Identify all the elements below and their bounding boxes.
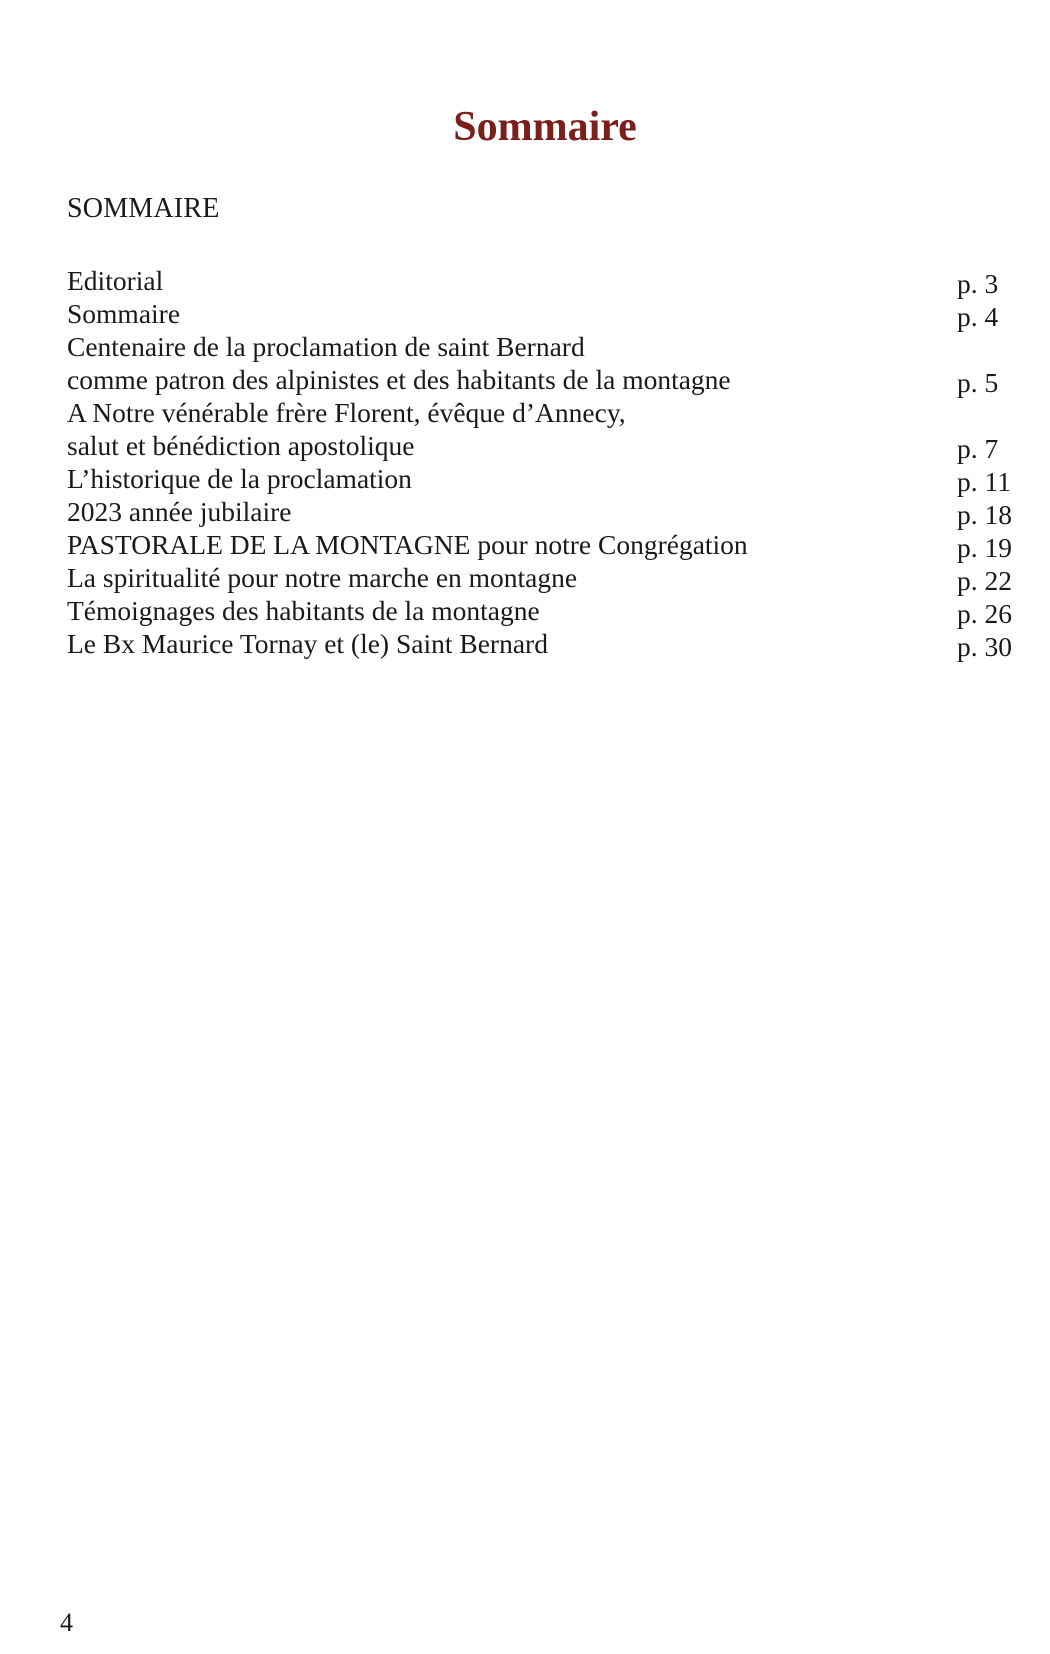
toc-entry-title [67, 297, 180, 330]
toc-entry-title-line: comme patron des alpinistes et des habitants de la montagne [67, 364, 731, 395]
page-number: 4 [60, 1608, 73, 1637]
toc-entry-title-line: Le Bx Maurice Tornay et (le) Saint Bernard [67, 628, 548, 659]
toc-entry-title-line: Editorial [67, 265, 164, 296]
toc-entry-page: p. 7 [957, 433, 999, 464]
toc-entry-title-line: Sommaire [67, 298, 181, 329]
toc-entry-title [67, 627, 548, 660]
toc-entry-page: p. 18 [957, 499, 1012, 530]
toc-entry-title [67, 462, 412, 495]
toc-entry-title-line: Centenaire de la proclamation de saint Bernard [67, 331, 585, 362]
toc-entry-sommaire[interactable] [67, 297, 1027, 330]
toc-entry-page: p. 11 [957, 466, 1011, 497]
toc-entry-title [67, 561, 577, 594]
toc-entry-title [67, 594, 540, 627]
toc-entry-title [67, 264, 163, 297]
toc-entry-pastorale[interactable] [67, 528, 1027, 561]
toc-entry-lettre-florent[interactable] [67, 396, 1027, 462]
toc-entry-editorial[interactable] [67, 264, 1027, 297]
toc-entry-page: p. 3 [957, 268, 999, 299]
toc-entry-title-line: La spiritualité pour notre marche en montagne [67, 562, 578, 593]
toc-entry-page: p. 4 [957, 301, 999, 332]
toc-entry-temoignages[interactable] [67, 594, 1027, 627]
toc-entry-historique[interactable] [67, 462, 1027, 495]
toc-entry-title-line: PASTORALE DE LA MONTAGNE pour notre Congrégation [67, 529, 748, 560]
toc-entry-maurice-tornay[interactable] [67, 627, 1027, 660]
toc-entry-title [67, 396, 626, 462]
toc-entry-annee-jubilaire[interactable] [67, 495, 1027, 528]
toc-entry-page: p. 22 [957, 565, 1012, 596]
toc-entry-title [67, 495, 292, 528]
toc-entry-spiritualite[interactable] [67, 561, 1027, 594]
toc-entry-centenaire[interactable] [67, 330, 1027, 396]
toc-entry-page: p. 26 [957, 598, 1012, 629]
section-heading: SOMMAIRE [67, 193, 220, 224]
toc-entry-title-line: L’historique de la proclamation [67, 463, 412, 494]
toc-entry-page: p. 19 [957, 532, 1012, 563]
toc-entry-title-line: 2023 année jubilaire [67, 496, 292, 527]
toc-entry-title-line: A Notre vénérable frère Florent, évêque d’Annecy, [67, 397, 626, 428]
toc-entry-title-line: Témoignages des habitants de la montagne [67, 595, 540, 626]
toc-entry-page: p. 30 [957, 631, 1012, 662]
toc-entry-title [67, 330, 731, 396]
toc-entry-title [67, 528, 748, 561]
toc-entry-title-line: salut et bénédiction apostolique [67, 430, 415, 461]
page-title: Sommaire [453, 104, 637, 151]
table-of-contents [67, 264, 1027, 660]
toc-entry-page: p. 5 [957, 367, 999, 398]
